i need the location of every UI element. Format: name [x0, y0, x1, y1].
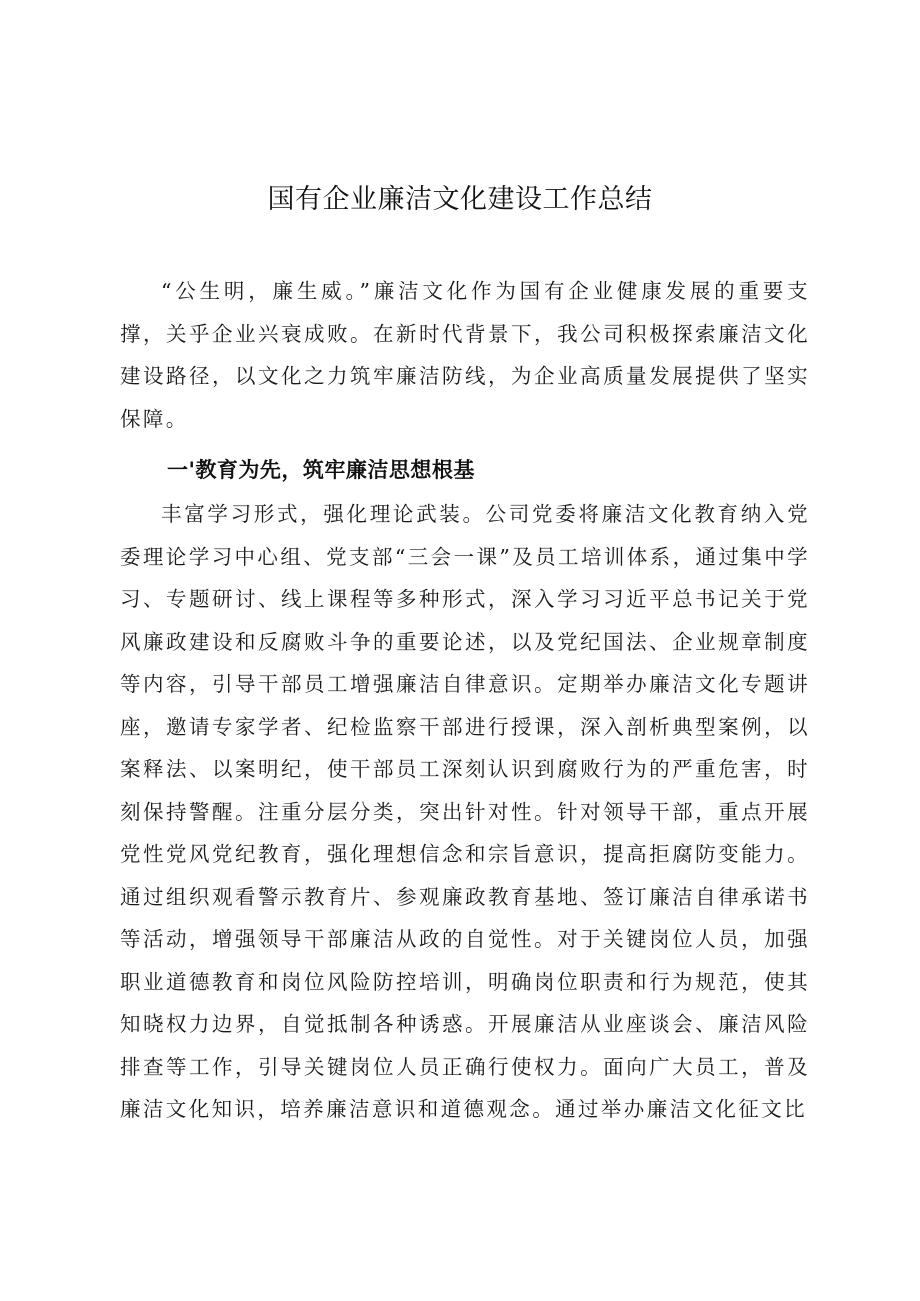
section-heading-education: 一'教育为先，筑牢廉洁思想根基: [167, 458, 475, 482]
intro-paragraph: “公生明，廉生威。”廉洁文化作为国有企业健康发展的重要支撑，关乎企业兴衰成败。在新时代背景下，我公司积极探索廉洁文化建设路径，以文化之力筑牢廉洁防线，为企业高质量发展提供了坚实保障。: [120, 279, 810, 431]
section-paragraph-education: 丰富学习形式，强化理论武装。公司党委将廉洁文化教育纳入党委理论学习中心组、党支部“三会一课”及员工培训体系，通过集中学习、专题研讨、线上课程等多种形式，深入学习习近平总书记关于党风廉政建设和反腐败斗争的重要论述，以及党纪国法、企业规章制度等内容，引导干部员工增强廉洁自律意识。定期举办廉洁文化专题讲座，邀请专家学者、纪检监察干部进行授课，深入剖析典型案例，以案释法、以案明纪，使干部员工深刻认识到腐败行为的严重危害，时刻保持警醒。注重分层分类，突出针对性。针对领导干部，重点开展党性党风党纪教育，强化理想信念和宗旨意识，提高拒腐防变能力。通过组织观看警示教育片、参观廉政教育基地、签订廉洁自律承诺书等活动，增强领导干部廉洁从政的自觉性。对于关键岗位人员，加强职业道德教育和岗位风险防控培训，明确岗位职责和行为规范，使其知晓权力边界，自觉抵制各种诱惑。开展廉洁从业座谈会、廉洁风险排查等工作，引导关键岗位人员正确行使权力。面向广大员工，普及廉洁文化知识，培养廉洁意识和道德观念。通过举办廉洁文化征文比: [120, 502, 810, 1121]
document-title: 国有企业廉洁文化建设工作总结: [267, 184, 653, 215]
